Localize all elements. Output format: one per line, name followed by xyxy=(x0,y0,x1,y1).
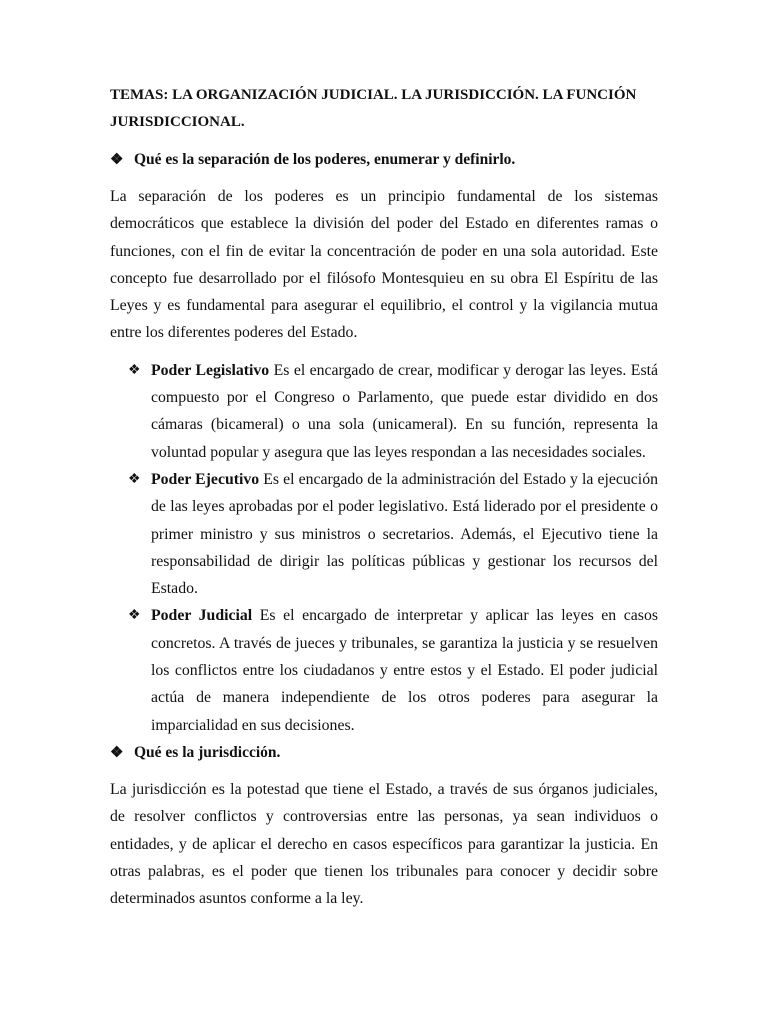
list-item-description: Es el encargado de interpretar y aplicar las leyes en casos concretos. A través de jueces y tribunales, se garantiza la justicia y se resuelven los conflictos entre los ciudadanos y entre estos y el Estado. El poder judicial actúa de manera independiente de los otros poderes para asegurar la imparcialidad en sus decisiones. xyxy=(151,607,658,734)
diamond-bullet-icon: ❖ xyxy=(110,744,124,761)
powers-list xyxy=(128,357,658,739)
section-heading-text: Qué es la separación de los poderes, enumerar y definirlo. xyxy=(134,151,516,168)
list-item-term: Poder Legislativo xyxy=(151,361,270,379)
diamond-bullet-icon: ❖ xyxy=(128,471,141,487)
section-heading-jurisdiction xyxy=(110,739,658,767)
diamond-bullet-icon: ❖ xyxy=(128,362,141,378)
jurisdiction-paragraph: La jurisdicción es la potestad que tiene el Estado, a través de sus órganos judiciales, de resolver conflictos y controversias entre las personas, ya sean individuos o entidades, y de aplicar el derecho en casos específicos para garantizar la justicia. En otras palabras, es el poder que tienen los tribunales para conocer y decidir sobre determinados asuntos conforme a la ley. xyxy=(110,780,658,908)
diamond-bullet-icon: ❖ xyxy=(110,152,124,168)
list-item-description: Es el encargado de la administración del Estado y la ejecución de las leyes aprobadas por el poder legislativo. Está liderado por el presidente o primer ministro y sus ministros o secretarios. Además, el Ejecutivo tiene la responsabilidad de dirigir las políticas públicas y gestionar los recursos del Estado. xyxy=(151,470,658,598)
list-item-executive xyxy=(128,466,658,602)
section-heading-text: Qué es la jurisdicción. xyxy=(134,743,281,761)
list-item-legislative xyxy=(128,357,658,466)
diamond-bullet-icon: ❖ xyxy=(128,608,141,624)
document-title: TEMAS: LA ORGANIZACIÓN JUDICIAL. LA JURISDICCIÓN. LA FUNCIÓN JURISDICCIONAL. xyxy=(110,87,637,130)
list-item-text xyxy=(151,466,658,602)
section-heading-separation-of-powers xyxy=(110,146,658,174)
separation-of-powers-paragraph: La separación de los poderes es un principio fundamental de los sistemas democráticos que establece la división del poder del Estado en diferentes ramas o funciones, con el fin de evitar la concentración de poder en una sola autoridad. Este concepto fue desarrollado por el filósofo Montesquieu en su obra El Espíritu de las Leyes y es fundamental para asegurar el equilibrio, el control y la vigilancia mutua entre los diferentes poderes del Estado. xyxy=(110,188,658,342)
list-item-text xyxy=(151,602,658,738)
document-page xyxy=(110,82,658,922)
list-item-term: Poder Ejecutivo xyxy=(151,470,260,488)
list-item-judicial xyxy=(128,602,658,738)
list-item-description: Es el encargado de crear, modificar y derogar las leyes. Está compuesto por el Congreso o Parlamento, que puede estar dividido en dos cámaras (bicameral) o una sola (unicameral). En su función, representa la voluntad popular y asegura que las leyes respondan a las necesidades sociales. xyxy=(151,361,658,461)
list-item-text xyxy=(151,357,658,466)
list-item-term: Poder Judicial xyxy=(151,607,253,625)
